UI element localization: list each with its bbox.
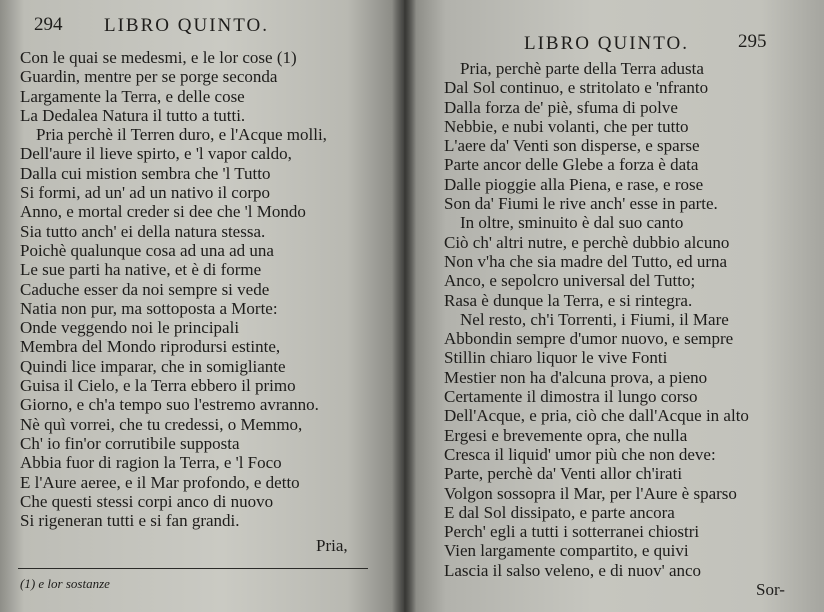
- verse-line: Dalla cui mistion sembra che 'l Tutto: [20, 163, 271, 183]
- verse-line: In oltre, sminuito è dal suo canto: [460, 213, 684, 233]
- verse-line: Poichè qualunque cosa ad una ad una: [20, 240, 274, 260]
- right-catchword: Sor-: [756, 580, 785, 599]
- verse-line: Anno, e mortal creder si dee che 'l Mondo: [20, 202, 306, 222]
- verse-line: Abbia fuor di ragion la Terra, e 'l Foco: [20, 453, 282, 473]
- left-running-head: LIBRO QUINTO.: [104, 15, 269, 36]
- verse-line: Che questi stessi corpi anco di nuovo: [20, 491, 274, 511]
- verse-line: Certamente il dimostra il lungo corso: [444, 387, 698, 407]
- verse-line: Le sue parti ha native, et è di forme: [20, 260, 262, 280]
- verse-line: Quindi lice imparar, che in somigliante: [20, 356, 286, 376]
- right-page-number: 295: [738, 31, 767, 52]
- verse-line: E l'Aure aeree, e il Mar profondo, e detto: [20, 472, 300, 492]
- verse-line: Pria, perchè parte della Terra adusta: [460, 59, 704, 78]
- verse-line: Abbondin sempre d'umor nuovo, e sempre: [444, 329, 734, 349]
- verse-line: Lascia il salso veleno, e di nuov' anco: [444, 560, 702, 580]
- verse-line: Stillin chiaro liquor le vive Fonti: [444, 348, 668, 368]
- verse-line: Non v'ha che sia madre del Tutto, ed urna: [444, 251, 728, 271]
- right-verse-block: [444, 59, 749, 580]
- verse-line: Si rigeneran tutti e si fan grandi.: [20, 511, 240, 531]
- verse-line: Mestier non ha d'alcuna prova, a pieno: [444, 367, 708, 387]
- left-verse-block: [20, 48, 327, 530]
- verse-line: E dal Sol dissipato, e parte ancora: [444, 502, 675, 522]
- verse-line: Onde veggendo noi le principali: [20, 318, 240, 338]
- footnote-rule: [18, 568, 368, 569]
- footnote: (1) e lor sostanze: [20, 576, 110, 591]
- left-page: [0, 0, 404, 612]
- verse-line: Dal Sol continuo, e stritolato e 'nfranto: [444, 78, 709, 98]
- verse-line: Natia non pur, ma sottoposta a Morte:: [20, 298, 278, 318]
- right-running-head: LIBRO QUINTO.: [524, 33, 689, 54]
- verse-line: Dell'Acque, e pria, ciò che dall'Acque in alto: [444, 406, 749, 426]
- verse-line: Pria perchè il Terren duro, e l'Acque molli,: [36, 125, 327, 145]
- verse-line: Parte ancor delle Glebe a forza è data: [444, 155, 699, 175]
- verse-line: Ch' io fin'or corrutibile supposta: [20, 433, 240, 453]
- left-catchword: Pria,: [316, 536, 348, 555]
- verse-line: Guardin, mentre per se porge seconda: [20, 67, 278, 87]
- verse-line: Anco, e sepolcro universal del Tutto;: [444, 271, 696, 291]
- left-page-number: 294: [34, 14, 63, 35]
- verse-line: Caduche esser da noi sempre si vede: [20, 279, 270, 299]
- verse-line: Ciò ch' altri nutre, e perchè dubbio alcuno: [444, 232, 730, 252]
- verse-line: Dell'aure il lieve spirto, e 'l vapor caldo,: [20, 144, 292, 164]
- verse-line: Sia tutto anch' ei della natura stessa.: [20, 221, 266, 241]
- verse-line: L'aere da' Venti son disperse, e sparse: [444, 136, 700, 156]
- verse-line: Cresca il liquid' umor più che non deve:: [444, 444, 716, 464]
- verse-line: Largamente la Terra, e delle cose: [20, 86, 245, 106]
- verse-line: Volgon sossopra il Mar, per l'Aure è sparso: [444, 483, 737, 503]
- verse-line: Nè quì vorrei, che tu credessi, o Memmo,: [20, 414, 303, 434]
- verse-line: Perch' egli a tutti i sotterranei chiostri: [444, 522, 700, 542]
- verse-line: Con le quai se medesmi, e le lor cose (1): [20, 48, 297, 67]
- book-gutter: [392, 0, 416, 612]
- verse-line: Ergesi e brevemente opra, che nulla: [444, 425, 688, 445]
- verse-line: La Dedalea Natura il tutto a tutti.: [20, 105, 246, 125]
- verse-line: Dalle pioggie alla Piena, e rase, e rose: [444, 174, 704, 194]
- verse-line: Parte, perchè da' Venti allor ch'irati: [444, 464, 683, 484]
- right-page: [404, 0, 824, 612]
- verse-line: Si formi, ad un' ad un nativo il corpo: [20, 183, 270, 203]
- verse-line: Vien largamente compartito, e quivi: [444, 541, 689, 561]
- verse-line: Guisa il Cielo, e la Terra ebbero il primo: [20, 376, 296, 396]
- verse-line: Rasa è dunque la Terra, e si rintegra.: [444, 290, 693, 310]
- verse-line: Membra del Mondo riprodursi estinte,: [20, 337, 281, 357]
- verse-line: Giorno, e ch'a tempo suo l'estremo avranno.: [20, 395, 319, 415]
- verse-line: Nebbie, e nubi volanti, che per tutto: [444, 116, 689, 136]
- verse-line: Son da' Fiumi le rive anch' esse in parte.: [444, 194, 718, 214]
- verse-line: Nel resto, ch'i Torrenti, i Fiumi, il Mare: [460, 309, 729, 329]
- verse-line: Dalla forza de' piè, sfuma di polve: [444, 97, 678, 117]
